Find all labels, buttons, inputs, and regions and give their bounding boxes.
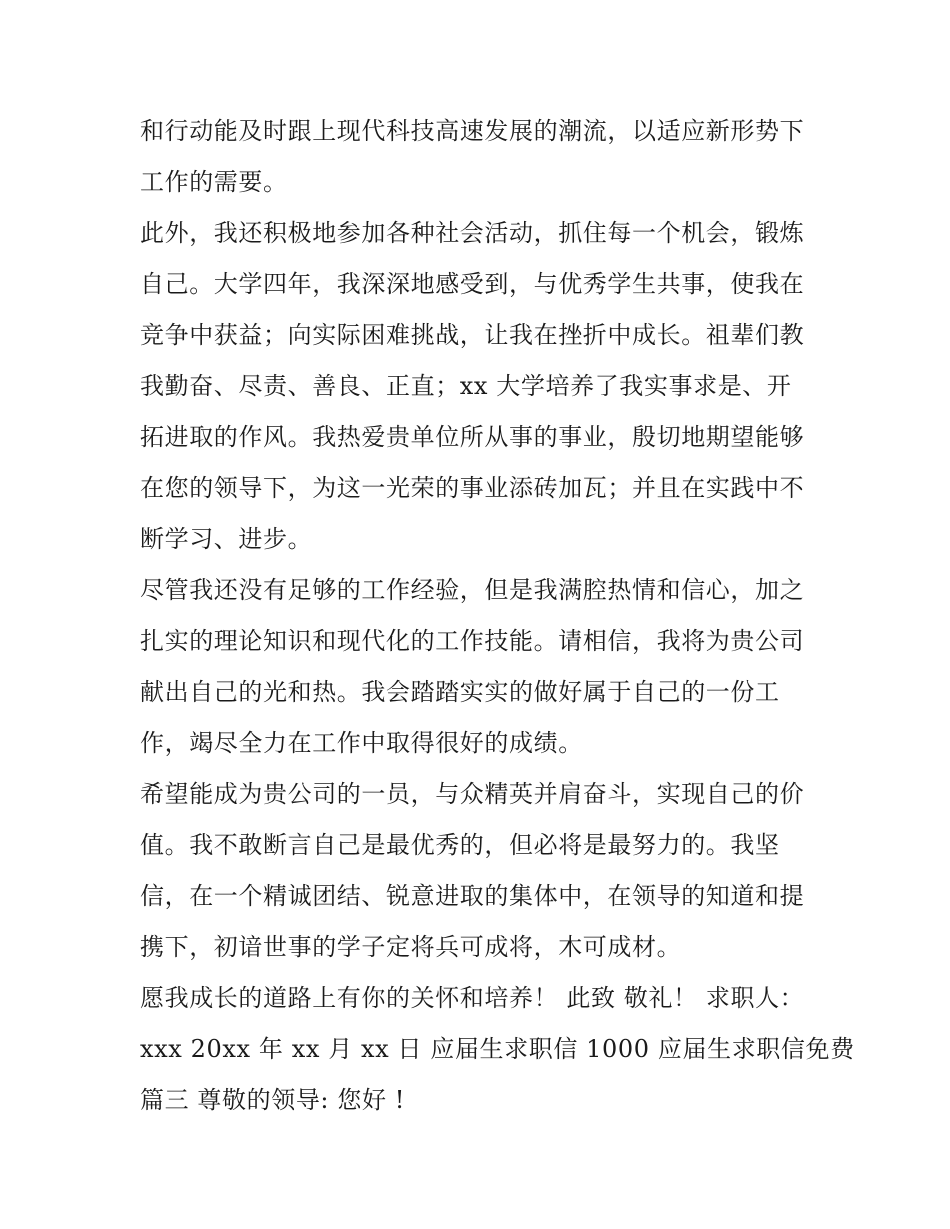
text-line: 信，在一个精诚团结、锐意进取的集体中，在领导的知道和提 — [140, 882, 805, 910]
text-line: 自己。大学四年，我深深地感受到，与优秀学生共事，使我在 — [140, 270, 805, 298]
text-line: 献出自己的光和热。我会踏踏实实的做好属于自己的一份工 — [140, 678, 780, 706]
text-line: 工作的需要。 — [140, 168, 288, 196]
text-line: 携下，初谙世事的学子定将兵可成将，木可成材。 — [140, 933, 682, 961]
text-line: 此外，我还积极地参加各种社会活动，抓住每一个机会，锻炼 — [140, 219, 805, 247]
text-line: 在您的领导下，为这一光荣的事业添砖加瓦；并且在实践中不 — [140, 474, 805, 502]
text-line: 值。我不敢断言自己是最优秀的，但必将是最努力的。我坚 — [140, 831, 780, 859]
text-line: 篇三 尊敬的领导: 您好 ! — [140, 1086, 406, 1114]
text-line: 作，竭尽全力在工作中取得很好的成绩。 — [140, 729, 583, 757]
text-line: 愿我成长的道路上有你的关怀和培养！ 此致 敬礼！ 求职人： — [140, 984, 805, 1012]
text-line: 和行动能及时跟上现代科技高速发展的潮流，以适应新形势下 — [140, 117, 805, 145]
text-line: 希望能成为贵公司的一员，与众精英并肩奋斗，实现自己的价 — [140, 780, 805, 808]
text-line: 我勤奋、尽责、善良、正直；xx 大学培养了我实事求是、开 — [140, 372, 792, 400]
text-line: 扎实的理论知识和现代化的工作技能。请相信，我将为贵公司 — [140, 627, 805, 655]
text-line: 拓进取的作风。我热爱贵单位所从事的事业，殷切地期望能够 — [140, 423, 805, 451]
text-line: 断学习、进步。 — [140, 525, 313, 553]
text-line: xxx 20xx 年 xx 月 xx 日 应届生求职信 1000 应届生求职信免费 — [140, 1035, 855, 1063]
text-line: 尽管我还没有足够的工作经验，但是我满腔热情和信心，加之 — [140, 576, 805, 604]
letter-body — [140, 106, 855, 1126]
text-line: 竞争中获益；向实际困难挑战，让我在挫折中成长。祖辈们教 — [140, 321, 805, 349]
